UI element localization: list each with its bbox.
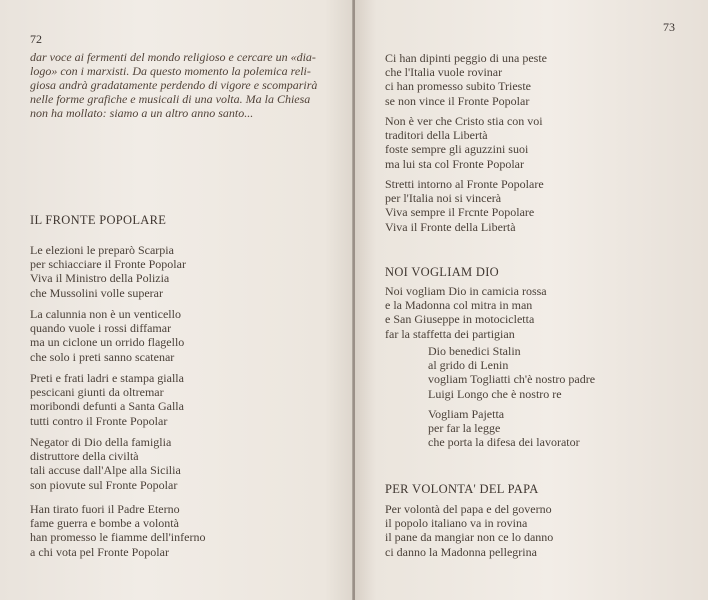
right-page — [355, 0, 708, 600]
verse-line: fame guerra e bombe a volontà — [30, 516, 179, 531]
verse-line: che l'Italia vuole rovinar — [385, 65, 503, 80]
page-number-right: 73 — [663, 20, 675, 34]
stanza — [30, 243, 186, 300]
verse-line: e San Giuseppe in motocicletta — [385, 312, 535, 327]
verse-line: Han tirato fuori il Padre Eterno — [30, 502, 180, 516]
verse-line: Preti e frati ladri e stampa gialla — [30, 371, 184, 385]
verse-line: han promesso le fiamme dell'inferno — [30, 530, 206, 545]
verse-line: tali accuse dall'Alpe alla Sicilia — [30, 463, 181, 478]
verse-line: se non vince il Fronte Popolar — [385, 93, 530, 108]
verse-line: Stretti intorno al Fronte Popolare — [385, 177, 544, 191]
stanza — [30, 307, 184, 364]
verse-line: ma un ciclone un orrido flagello — [30, 335, 185, 350]
verse-line: che porta la difesa dei lavorator — [428, 435, 580, 450]
stanza — [30, 371, 184, 428]
verse-line: moribondi defunti a Santa Galla — [30, 399, 184, 414]
intro-line: logo» con i marxisti. Da questo momento la polemica reli- — [30, 64, 311, 78]
stanza — [385, 177, 544, 234]
verse-line: che solo i preti sanno scatenar — [30, 349, 175, 364]
verse-line: che Mussolini volle superar — [30, 285, 163, 300]
verse-line: quando vuole i rossi diffamar — [30, 321, 172, 336]
refrain — [428, 344, 595, 401]
verse-line: pescicani giunti da oltremar — [30, 385, 164, 400]
verse-line: per schiacciare il Fronte Popolar — [30, 257, 186, 272]
verse-line: al grido di Lenin — [428, 358, 509, 373]
verse-line: e la Madonna col mitra in man — [385, 298, 533, 313]
verse-line: tutti contro il Fronte Popolar — [30, 413, 168, 428]
verse-line: Dio benedici Stalin — [428, 344, 521, 358]
verse-line: a chi vota pel Fronte Popolar — [30, 544, 169, 559]
verse-line: ci danno la Madonna pellegrina — [385, 544, 537, 559]
song-title-noi-vogliam-dio: NOI VOGLIAM DIO — [385, 265, 499, 279]
intro-line: non ha mollato: siamo a un altro anno santo... — [30, 106, 254, 120]
verse-line: Viva il Fronte della Libertà — [385, 219, 516, 234]
verse-line: per l'Italia noi si vincerà — [385, 191, 502, 206]
verse-line: il pane da mangiar non ce lo danno — [385, 530, 554, 545]
verse-line: Noi vogliam Dio in camicia rossa — [385, 284, 547, 298]
verse-line: ci han promesso subito Trieste — [385, 79, 531, 94]
stanza — [385, 284, 547, 341]
verse-line: vogliam Togliatti ch'è nostro padre — [428, 372, 596, 387]
stanza — [385, 502, 553, 559]
song-title-fronte-popolare: IL FRONTE POPOLARE — [30, 213, 167, 227]
verse-line: Non è ver che Cristo stia con voi — [385, 114, 543, 128]
stanza — [30, 502, 205, 559]
verse-line: Per volontà del papa e del governo — [385, 502, 552, 516]
intro-line: dar voce ai fermenti del mondo religioso e cercare un «dia- — [30, 50, 316, 64]
song-title-per-volonta-del-papa: PER VOLONTA' DEL PAPA — [385, 482, 539, 496]
refrain — [428, 407, 580, 450]
verse-line: il popolo italiano va in rovina — [385, 516, 528, 531]
verse-line: traditori della Libertà — [385, 128, 488, 143]
stanza — [30, 435, 181, 492]
verse-line: Negator di Dio della famiglia — [30, 435, 172, 449]
verse-line: foste sempre gli aguzzini suoi — [385, 142, 529, 157]
verse-line: Le elezioni le preparò Scarpia — [30, 243, 174, 257]
stanza — [385, 114, 543, 171]
intro-paragraph — [30, 50, 317, 120]
verse-line: Vogliam Pajetta — [428, 407, 505, 421]
verse-line: per far la legge — [428, 421, 501, 436]
verse-line: La calunnia non è un venticello — [30, 307, 181, 321]
verse-line: far la staffetta dei partigian — [385, 326, 515, 341]
stanza — [385, 51, 547, 108]
verse-line: distruttore della civiltà — [30, 449, 139, 464]
verse-line: Luigi Longo che è nostro re — [428, 386, 562, 401]
verse-line: son piovute sul Fronte Popolar — [30, 477, 178, 492]
intro-line: nelle forme grafiche e musicali di una volta. Ma la Chiesa — [30, 92, 311, 106]
verse-line: ma lui sta col Fronte Popolar — [385, 156, 524, 171]
intro-line: giosa andrà gradatamente perdendo di vigore e scomparirà — [30, 78, 318, 92]
verse-line: Viva il Ministro della Polizia — [30, 271, 170, 286]
page-number-left: 72 — [30, 32, 42, 46]
verse-line: Ci han dipinti peggio di una peste — [385, 51, 547, 65]
verse-line: Viva sempre il Frcnte Popolare — [385, 205, 535, 220]
